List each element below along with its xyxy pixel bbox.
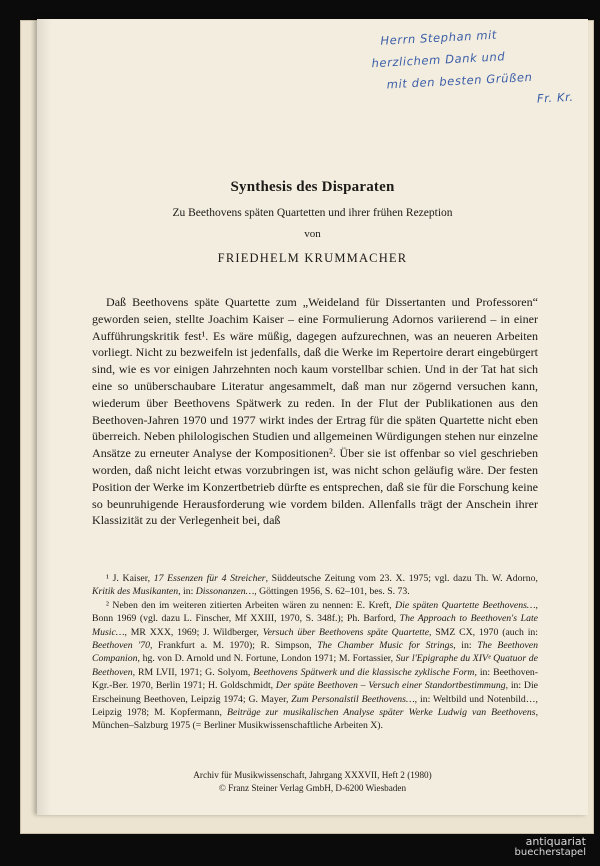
article-subtitle: Zu Beethovens späten Quartetten und ihrer frühen Rezeption [172,207,453,219]
dedication-line: mit den besten Grüßen [386,69,533,92]
publisher-copyright: © Franz Steiner Verlag GmbH, D-6200 Wiesbaden [218,783,407,793]
footnote-marker: ¹ [106,573,113,584]
footnote-text: , in: Weltbild und Notenbild…, Leipzig 1978; M. Kopfermann, [92,693,538,719]
footnote-title: Die späten Quartette Beethovens… [395,599,536,611]
footnote-text: Neben den im weiteren zitierten Arbeiten wären zu nennen: E. Kreft, [112,599,396,611]
footnote-marker: ² [106,599,113,611]
title-block [37,179,588,266]
footnote-text: , RM LVII, 1971; G. Solyom, [132,666,254,678]
byline-von: von [304,228,321,240]
publication-footer [37,769,588,795]
footnote-text: , in: Die Erscheinung Beethoven, Leipzig 1974; G. Mayer, [92,680,538,705]
footnote-text: , SMZ CX, 1970 (auch in: [429,626,538,638]
footnote-title: The Beethoven Companion [92,640,538,665]
footnote-text: , MR XXX, 1969; J. Wildberger, [124,626,263,638]
footnote-text: , in: [178,586,196,598]
footnote-title: The Chamber Music for Strings [317,640,454,652]
dedication-line: Herrn Stephan mit [380,27,498,48]
footnote-title: The Approach to Beethoven's Late Music… [92,613,538,638]
author-name: FRIEDHELM KRUMMACHER [217,251,408,265]
footnote-text: , in: Beethoven-Kgr.-Ber. 1970, Berlin 1971; H. Goldschmidt, [92,666,539,692]
body-paragraph: Daß Beethovens späte Quartette zum „Weideland für Dissertanten und Professoren“ geworden seien, stellte Joachim Kaiser – eine Formulierung Adornos variierend – in einer Aufführungskritik fest¹. Es wäre müßig, dagegen aufzurechnen, was an neueren Arbeiten vorliegt. Nicht zu bezweifeln ist jedenfalls, daß die Werke im Repertoire derart eingebürgert sind, wie es vor einigen Jahrzehnten noch kaum vorstellbar schien. Und in der Tat hat sich eine so unüberschaubare Literatur angesammelt, daß man nur zögernd versuchen kann, wiederum über Beethovens Spätwerk zu reden. In der Flut der Publikationen aus den Beethoven-Jahren 1970 und 1977 wirkt indes der Ertrag für die späten Quartette nicht eben überreich. Neben philologischen Studien und allgemeinen Würdigungen stehen nur einzelne Ansätze zu erneuter Analyse der Kompositionen². Über sie ist offenbar so viel geschrieben worden, daß nicht leicht etwas vorzubringen ist, was nicht schon geläufig wäre. Der festen Position der Werke im Konzertbetrieb dürfte es entsprechen, daß sie für die Forschung keine so beunruhigende Herausforderung wie vordem bilden. Allenfalls trägt der Anschein ihrer Klassizität zu der Verlegenheit bei, daß [92,295,538,528]
footnote-text: , hg. von D. Arnold und N. Fortune, London 1971; M. Fortassier, [137,653,396,665]
footnote-2 [92,599,538,733]
footnotes [92,572,538,733]
footnote-title: 17 Essenzen für 4 Streicher [153,573,266,584]
article-title: Synthesis des Disparaten [230,179,395,195]
handwritten-dedication [370,20,574,118]
footnote-title: Beethovens Spätwerk und die klassische zyklische Form [253,666,475,678]
journal-citation: Archiv für Musikwissenschaft, Jahrgang XXXVII, Heft 2 (1980) [193,770,432,780]
footnote-title: Sur l'Epigraphe du XIVᵉ Quatuor de Beethoven [92,653,538,678]
document-page [37,19,588,815]
seller-watermark [504,836,586,858]
footnote-text: , München–Salzburg 1975 (= Berliner Musikwissenschaftliche Arbeiten X). [92,707,538,732]
dedication-line: herzlichem Dank und [371,49,506,71]
footnote-text: J. Kaiser, [112,573,154,584]
footnote-title: Der späte Beethoven – Versuch einer Standortbestimmung [275,680,506,692]
footnote-title: Versuch über Beethovens späte Quartette [262,626,430,638]
footnote-1 [92,572,538,599]
footnote-title: Beiträge zur musikalischen Analyse später Werke Ludwig van Beethovens [227,707,536,719]
body-text [92,294,538,529]
footnote-title: Beethoven '70 [92,640,151,652]
footnote-text: , Süddeutsche Zeitung vom 23. X. 1975; vgl. dazu Th. W. Adorno, [265,573,538,584]
footnote-text: , Frankfurt a. M. 1970); R. Simpson, [150,640,318,652]
footnote-title: Dissonanzen… [195,586,255,598]
footnote-text: , Bonn 1969 (vgl. dazu L. Finscher, Mf XXIII, 1970, S. 348f.); Ph. Barford, [92,599,538,625]
dedication-signature: Fr. Kr. [536,89,574,106]
watermark-line: buecherstapel [514,847,586,858]
footnote-text: , in: [453,640,478,652]
watermark-line: antiquariat [525,835,586,848]
footnote-title: Zum Personalstil Beethovens… [291,693,415,705]
footnote-text: , Göttingen 1956, S. 62–101, bes. S. 73. [254,586,410,598]
footnote-title: Kritik des Musikanten [92,586,179,598]
